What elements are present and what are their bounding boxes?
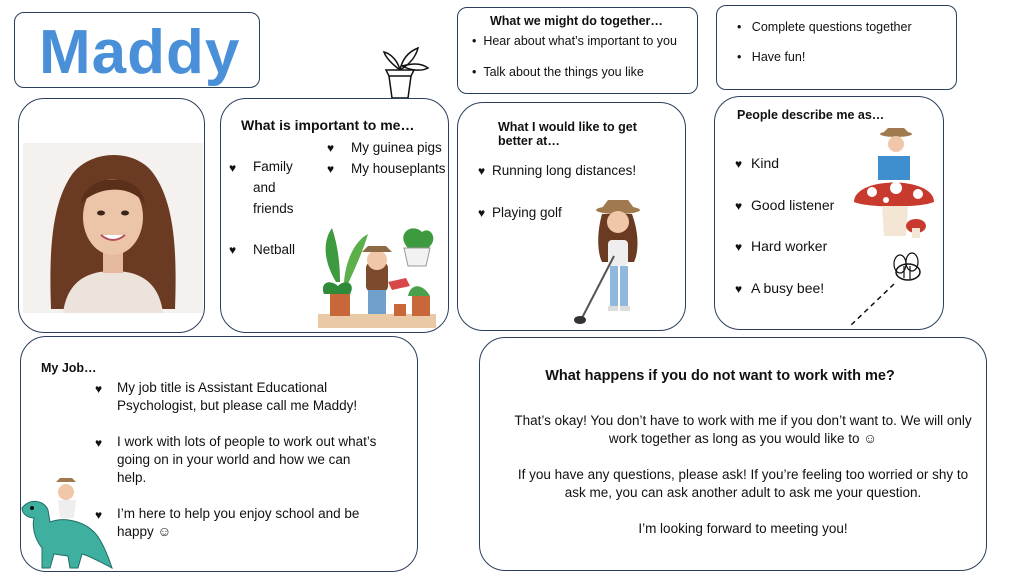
plants-avatar-illustration (318, 222, 438, 330)
describe-title: People describe me as… (737, 108, 885, 122)
paragraph: If you have any questions, please ask! If you’re feeling too worried or shy to ask me, you can ask another adult to ask me your question. (517, 467, 969, 500)
name-title: Maddy (39, 18, 241, 87)
photo-box (18, 98, 205, 333)
list-item: Good listener (751, 197, 835, 213)
heart-bullet-icon: ♥ (95, 436, 103, 450)
houseplant-icon (378, 44, 434, 100)
job-title: My Job… (41, 361, 97, 375)
heart-bullet-icon: ♥ (478, 164, 486, 178)
dinosaur-avatar-illustration (20, 482, 112, 570)
list-item: Family and friends (253, 159, 294, 216)
list-item: My job title is Assistant Educational Psychologist, but please call me Maddy! (117, 380, 358, 413)
mushroom-avatar-illustration (850, 128, 938, 244)
work-title: What happens if you do not want to work with me? (545, 368, 895, 384)
together-title: What we might do together… (490, 14, 663, 28)
heart-bullet-icon: ♥ (735, 157, 743, 171)
paragraph: That’s okay! You don’t have to work with me if you don’t want to. We will only work together as long as you would like to ☺ (514, 413, 972, 446)
name-title-box (14, 12, 260, 88)
list-item: My houseplants (351, 161, 446, 176)
heart-bullet-icon: ♥ (735, 199, 743, 213)
profile-photo (23, 143, 203, 313)
heart-bullet-icon: ♥ (478, 206, 486, 220)
list-item: Netball (253, 242, 296, 257)
heart-bullet-icon: ♥ (327, 141, 335, 155)
list-item: I work with lots of people to work out what’s going on in your world and how we can help. (117, 434, 377, 485)
heart-bullet-icon: ♥ (95, 382, 103, 396)
list-item: • Have fun! (737, 50, 806, 64)
list-item: Kind (751, 155, 780, 171)
heart-bullet-icon: ♥ (735, 282, 743, 296)
heart-bullet-icon: ♥ (735, 240, 743, 254)
golf-avatar-illustration (572, 196, 664, 326)
list-item: I’m here to help you enjoy school and be happy ☺ (117, 506, 360, 539)
heart-bullet-icon: ♥ (327, 162, 335, 176)
list-item: • Complete questions together (737, 20, 912, 34)
list-item: My guinea pigs (351, 140, 442, 155)
list-item: • Talk about the things you like (472, 65, 644, 79)
bee-icon (850, 254, 930, 328)
list-item: Playing golf (492, 205, 562, 220)
list-item: A busy bee! (751, 280, 825, 296)
important-title: What is important to me… (241, 117, 415, 133)
list-item: Hard worker (751, 238, 828, 254)
paragraph: I’m looking forward to meeting you! (638, 521, 848, 536)
together-continued-box (716, 5, 957, 90)
list-item: • Hear about what’s important to you (472, 34, 677, 48)
list-item: Running long distances! (492, 163, 637, 178)
heart-bullet-icon: ♥ (229, 243, 237, 257)
heart-bullet-icon: ♥ (95, 508, 103, 522)
work-box (479, 337, 987, 571)
heart-bullet-icon: ♥ (229, 161, 237, 175)
together-box (457, 7, 698, 94)
better-title: What I would like to get better at… (498, 120, 637, 148)
